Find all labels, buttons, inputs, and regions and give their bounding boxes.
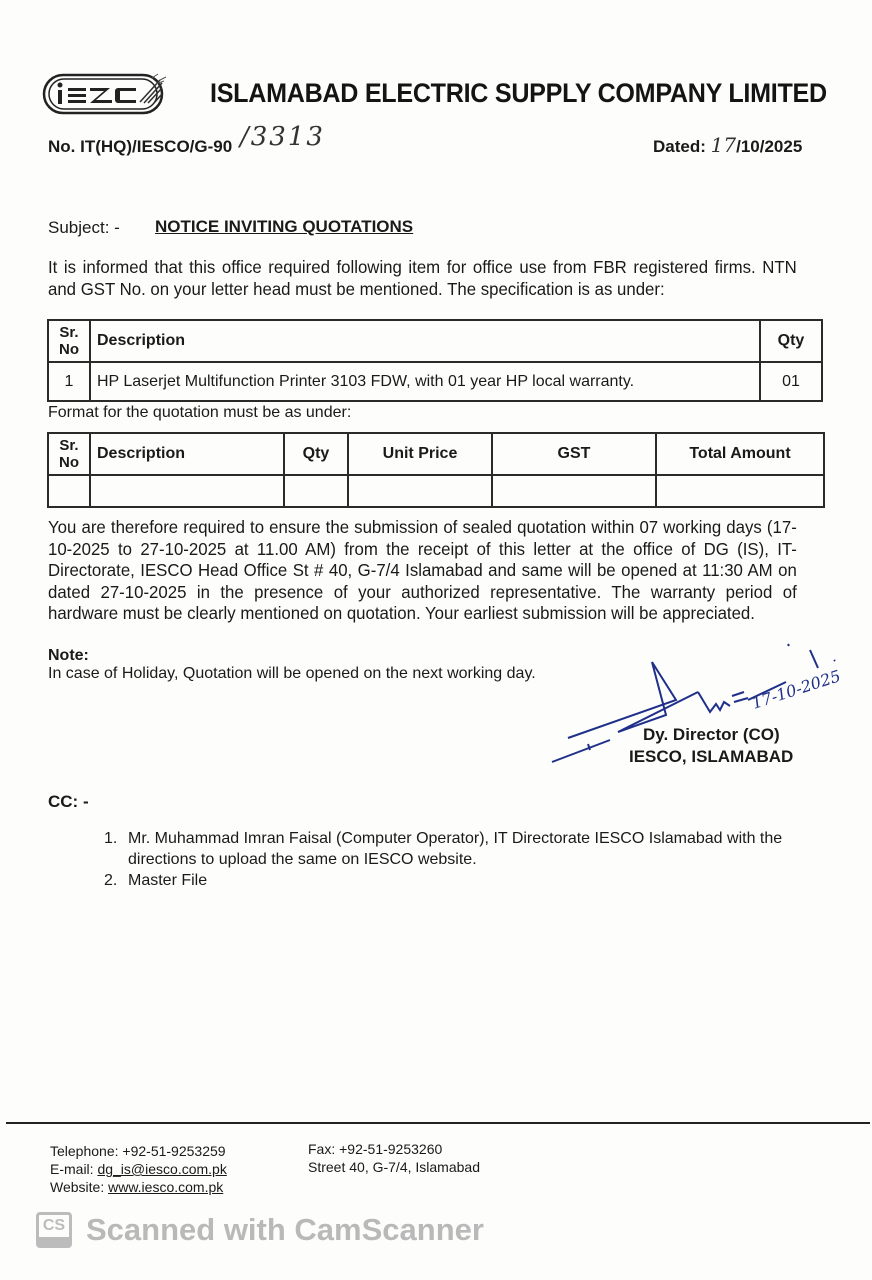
- header-sr-no: [48, 320, 90, 362]
- fax-value: +92-51-9253260: [339, 1141, 443, 1157]
- dated: [653, 133, 802, 157]
- note-title: Note:: [48, 647, 89, 664]
- telephone-value: +92-51-9253259: [122, 1143, 226, 1159]
- footer-street: Street 40, G-7/4, Islamabad: [308, 1159, 480, 1175]
- specification-table: [47, 319, 823, 402]
- cell-unit-price: [348, 475, 492, 507]
- table-header-row: [48, 433, 824, 475]
- header-no: No: [59, 454, 79, 471]
- header-description: Description: [90, 433, 284, 475]
- website-label: Website:: [50, 1179, 105, 1195]
- subject-label: Subject: -: [48, 218, 120, 237]
- header-sr: Sr.: [59, 324, 79, 341]
- list-item: [104, 828, 824, 870]
- subject-title: NOTICE INVITING QUOTATIONS: [155, 217, 414, 236]
- table-header-row: [48, 320, 822, 362]
- reference-prefix: No. IT(HQ)/IESCO/G-90: [48, 137, 233, 156]
- email-label: E-mail:: [50, 1161, 94, 1177]
- website-link[interactable]: www.iesco.com.pk: [108, 1179, 224, 1195]
- footer-address: [308, 1140, 480, 1176]
- signatory-designation: Dy. Director (CO): [643, 725, 780, 744]
- header-qty: Qty: [284, 433, 348, 475]
- footer-telephone: [50, 1142, 227, 1160]
- company-name: ISLAMABAD ELECTRIC SUPPLY COMPANY LIMITED: [210, 78, 827, 108]
- footer-divider: [6, 1122, 870, 1124]
- dated-label: Dated:: [653, 137, 706, 156]
- footer-email: [50, 1160, 227, 1178]
- cell-sr: 1: [48, 362, 90, 401]
- body-paragraph: You are therefore required to ensure the submission of sealed quotation within 07 working days (17-10-2025 to 27-10-2025 at 11.00 AM) from the receipt of this letter at the office of DG (IS), IT-Directorate, IESCO Head Office St # 40, G-7/4 Islamabad and same will be opened at 11:30 AM on dated 27-10-2025 in the presence of your authorized representative. The warranty period of hardware must be clearly mentioned on quotation. Your earliest submission will be appreciated.: [48, 517, 797, 623]
- header-gst: GST: [492, 433, 656, 475]
- intro-paragraph: It is informed that this office required following item for office use from FBR registered firms. NTN and GST No. on your letter head must be mentioned. The specification is as under:: [48, 257, 797, 299]
- dated-handwritten-day: 17: [710, 133, 737, 157]
- camscanner-badge-text: CS: [42, 1217, 66, 1234]
- header-unit-price: Unit Price: [348, 433, 492, 475]
- camscanner-icon: [36, 1212, 72, 1248]
- cell-description: [90, 475, 284, 507]
- camscanner-watermark: [36, 1212, 484, 1248]
- fax-label: Fax:: [308, 1141, 336, 1157]
- cell-qty: [284, 475, 348, 507]
- header-sr: Sr.: [59, 437, 79, 454]
- quotation-format-table: [47, 432, 825, 508]
- signatory-office: IESCO, ISLAMABAD: [629, 747, 794, 766]
- header-description: Description: [90, 320, 760, 362]
- camscanner-text: Scanned with CamScanner: [86, 1212, 484, 1247]
- table-row: [48, 475, 824, 507]
- header-total-amount: Total Amount: [656, 433, 824, 475]
- footer-fax: [308, 1140, 480, 1158]
- reference-number: [48, 137, 232, 157]
- cell-gst: [492, 475, 656, 507]
- cc-list: [104, 828, 824, 891]
- footer-contact: [50, 1142, 227, 1196]
- dated-rest: /10/2025: [736, 137, 803, 156]
- table-row: [48, 362, 822, 401]
- list-text: Master File: [128, 872, 208, 889]
- header-sr-no: [48, 433, 90, 475]
- cell-qty: 01: [760, 362, 822, 401]
- cell-description: HP Laserjet Multifunction Printer 3103 FDW, with 01 year HP local warranty.: [90, 362, 760, 401]
- header-no: No: [59, 341, 79, 358]
- header-qty: Qty: [760, 320, 822, 362]
- cell-sr: [48, 475, 90, 507]
- cc-label: CC: -: [48, 792, 89, 811]
- list-number: 1.: [104, 830, 118, 847]
- cell-total-amount: [656, 475, 824, 507]
- email-link[interactable]: dg_is@iesco.com.pk: [97, 1161, 227, 1177]
- signature-date: 17-10-2025: [749, 666, 843, 713]
- list-text: Mr. Muhammad Imran Faisal (Computer Operator), IT Directorate IESCO Islamabad with the directions to upload the same on IESCO website.: [128, 830, 783, 868]
- iesco-logo: [42, 72, 172, 116]
- telephone-label: Telephone:: [50, 1143, 119, 1159]
- footer-website: [50, 1178, 227, 1196]
- note-text: In case of Holiday, Quotation will be opened on the next working day.: [48, 665, 536, 682]
- list-item: [104, 870, 824, 891]
- list-number: 2.: [104, 872, 118, 889]
- handwritten-reference: /3313: [240, 122, 325, 152]
- format-note: Format for the quotation must be as under:: [48, 404, 352, 421]
